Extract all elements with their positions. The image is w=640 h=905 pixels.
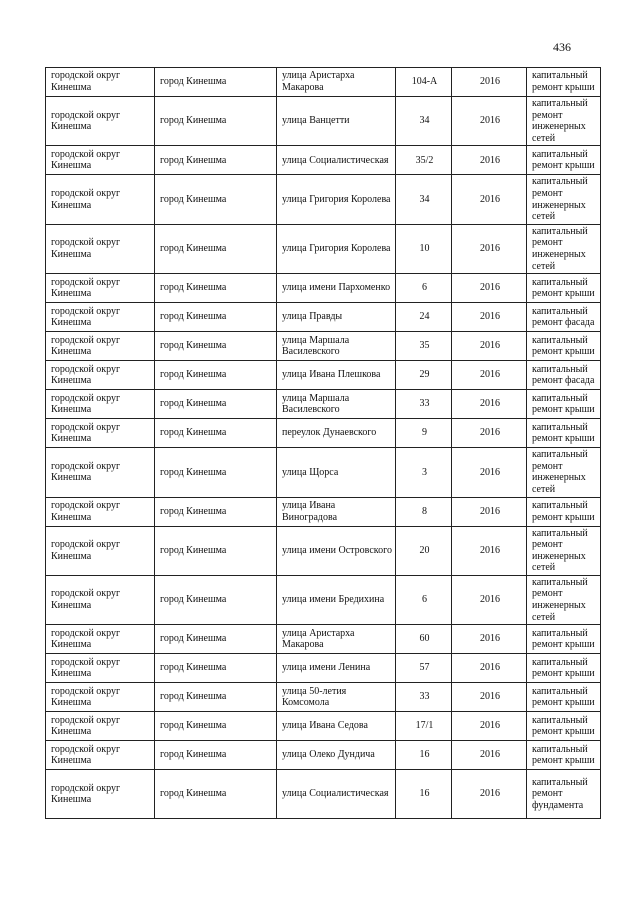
work-type-cell: капитальный ремонт крыши — [527, 274, 601, 303]
street-cell: улица Ивана Седова — [277, 712, 396, 741]
table-row — [46, 526, 601, 575]
street-cell: улица имени Пархоменко — [277, 274, 396, 303]
house-number-cell: 6 — [396, 575, 452, 624]
street-cell: улица Правды — [277, 303, 396, 332]
table-row — [46, 332, 601, 361]
work-type-cell: капитальный ремонт крыши — [527, 68, 601, 97]
repair-registry-table — [45, 67, 601, 819]
house-number-cell: 57 — [396, 654, 452, 683]
year-cell: 2016 — [452, 175, 527, 224]
district-cell: городской округ Кинешма — [46, 497, 155, 526]
locality-cell: город Кинешма — [155, 303, 277, 332]
house-number-cell: 29 — [396, 361, 452, 390]
street-cell: улица Григория Королева — [277, 224, 396, 273]
house-number-cell: 9 — [396, 419, 452, 448]
year-cell: 2016 — [452, 526, 527, 575]
locality-cell: город Кинешма — [155, 68, 277, 97]
work-type-cell: капитальный ремонт фасада — [527, 303, 601, 332]
district-cell: городской округ Кинешма — [46, 625, 155, 654]
table-row — [46, 654, 601, 683]
street-cell: улица имени Островского — [277, 526, 396, 575]
street-cell: улица Аристарха Макарова — [277, 68, 396, 97]
year-cell: 2016 — [452, 741, 527, 770]
work-type-cell: капитальный ремонт инженерных сетей — [527, 448, 601, 497]
district-cell: городской округ Кинешма — [46, 332, 155, 361]
work-type-cell: капитальный ремонт крыши — [527, 712, 601, 741]
work-type-cell: капитальный ремонт инженерных сетей — [527, 224, 601, 273]
locality-cell: город Кинешма — [155, 575, 277, 624]
year-cell: 2016 — [452, 274, 527, 303]
street-cell: улица Ивана Виноградова — [277, 497, 396, 526]
district-cell: городской округ Кинешма — [46, 303, 155, 332]
work-type-cell: капитальный ремонт фасада — [527, 361, 601, 390]
table-row — [46, 97, 601, 146]
work-type-cell: капитальный ремонт крыши — [527, 332, 601, 361]
table-row — [46, 146, 601, 175]
year-cell: 2016 — [452, 497, 527, 526]
house-number-cell: 17/1 — [396, 712, 452, 741]
street-cell: переулок Дунаевского — [277, 419, 396, 448]
year-cell: 2016 — [452, 97, 527, 146]
work-type-cell: капитальный ремонт крыши — [527, 419, 601, 448]
district-cell: городской округ Кинешма — [46, 224, 155, 273]
table-row — [46, 770, 601, 819]
house-number-cell: 16 — [396, 741, 452, 770]
house-number-cell: 20 — [396, 526, 452, 575]
locality-cell: город Кинешма — [155, 625, 277, 654]
table-row — [46, 712, 601, 741]
year-cell: 2016 — [452, 770, 527, 819]
work-type-cell: капитальный ремонт крыши — [527, 741, 601, 770]
locality-cell: город Кинешма — [155, 146, 277, 175]
table-row — [46, 68, 601, 97]
work-type-cell: капитальный ремонт инженерных сетей — [527, 575, 601, 624]
street-cell: улица Социалистическая — [277, 146, 396, 175]
locality-cell: город Кинешма — [155, 654, 277, 683]
year-cell: 2016 — [452, 712, 527, 741]
locality-cell: город Кинешма — [155, 175, 277, 224]
district-cell: городской округ Кинешма — [46, 146, 155, 175]
district-cell: городской округ Кинешма — [46, 68, 155, 97]
year-cell: 2016 — [452, 303, 527, 332]
street-cell: улица Олеко Дундича — [277, 741, 396, 770]
house-number-cell: 104-А — [396, 68, 452, 97]
locality-cell: город Кинешма — [155, 683, 277, 712]
year-cell: 2016 — [452, 448, 527, 497]
house-number-cell: 6 — [396, 274, 452, 303]
year-cell: 2016 — [452, 683, 527, 712]
year-cell: 2016 — [452, 654, 527, 683]
street-cell: улица Аристарха Макарова — [277, 625, 396, 654]
house-number-cell: 10 — [396, 224, 452, 273]
street-cell: улица Григория Королева — [277, 175, 396, 224]
house-number-cell: 35/2 — [396, 146, 452, 175]
table-row — [46, 175, 601, 224]
street-cell: улица 50-летия Комсомола — [277, 683, 396, 712]
work-type-cell: капитальный ремонт инженерных сетей — [527, 526, 601, 575]
house-number-cell: 8 — [396, 497, 452, 526]
year-cell: 2016 — [452, 332, 527, 361]
page-number: 436 — [553, 40, 571, 54]
house-number-cell: 3 — [396, 448, 452, 497]
table-row — [46, 683, 601, 712]
work-type-cell: капитальный ремонт фундамента — [527, 770, 601, 819]
district-cell: городской округ Кинешма — [46, 654, 155, 683]
street-cell: улица имени Ленина — [277, 654, 396, 683]
house-number-cell: 35 — [396, 332, 452, 361]
street-cell: улица Ванцетти — [277, 97, 396, 146]
district-cell: городской округ Кинешма — [46, 175, 155, 224]
table-row — [46, 575, 601, 624]
work-type-cell: капитальный ремонт инженерных сетей — [527, 175, 601, 224]
district-cell: городской округ Кинешма — [46, 683, 155, 712]
table-row — [46, 741, 601, 770]
work-type-cell: капитальный ремонт крыши — [527, 390, 601, 419]
house-number-cell: 34 — [396, 97, 452, 146]
locality-cell: город Кинешма — [155, 770, 277, 819]
locality-cell: город Кинешма — [155, 526, 277, 575]
locality-cell: город Кинешма — [155, 97, 277, 146]
locality-cell: город Кинешма — [155, 712, 277, 741]
house-number-cell: 34 — [396, 175, 452, 224]
house-number-cell: 16 — [396, 770, 452, 819]
work-type-cell: капитальный ремонт крыши — [527, 683, 601, 712]
work-type-cell: капитальный ремонт крыши — [527, 497, 601, 526]
locality-cell: город Кинешма — [155, 448, 277, 497]
street-cell: улица имени Бредихина — [277, 575, 396, 624]
district-cell: городской округ Кинешма — [46, 419, 155, 448]
year-cell: 2016 — [452, 575, 527, 624]
locality-cell: город Кинешма — [155, 419, 277, 448]
table-row — [46, 419, 601, 448]
year-cell: 2016 — [452, 224, 527, 273]
locality-cell: город Кинешма — [155, 274, 277, 303]
locality-cell: город Кинешма — [155, 497, 277, 526]
year-cell: 2016 — [452, 361, 527, 390]
locality-cell: город Кинешма — [155, 332, 277, 361]
house-number-cell: 24 — [396, 303, 452, 332]
table-row — [46, 625, 601, 654]
year-cell: 2016 — [452, 390, 527, 419]
district-cell: городской округ Кинешма — [46, 448, 155, 497]
work-type-cell: капитальный ремонт инженерных сетей — [527, 97, 601, 146]
district-cell: городской округ Кинешма — [46, 274, 155, 303]
street-cell: улица Ивана Плешкова — [277, 361, 396, 390]
district-cell: городской округ Кинешма — [46, 97, 155, 146]
table-row — [46, 274, 601, 303]
district-cell: городской округ Кинешма — [46, 712, 155, 741]
table-row — [46, 390, 601, 419]
locality-cell: город Кинешма — [155, 741, 277, 770]
locality-cell: город Кинешма — [155, 390, 277, 419]
year-cell: 2016 — [452, 68, 527, 97]
street-cell: улица Социалистическая — [277, 770, 396, 819]
street-cell: улица Маршала Василевского — [277, 390, 396, 419]
table-row — [46, 224, 601, 273]
table-row — [46, 448, 601, 497]
table-row — [46, 497, 601, 526]
locality-cell: город Кинешма — [155, 361, 277, 390]
work-type-cell: капитальный ремонт крыши — [527, 146, 601, 175]
locality-cell: город Кинешма — [155, 224, 277, 273]
registry-table-body — [46, 68, 601, 819]
year-cell: 2016 — [452, 625, 527, 654]
district-cell: городской округ Кинешма — [46, 526, 155, 575]
work-type-cell: капитальный ремонт крыши — [527, 654, 601, 683]
district-cell: городской округ Кинешма — [46, 741, 155, 770]
year-cell: 2016 — [452, 419, 527, 448]
street-cell: улица Щорса — [277, 448, 396, 497]
district-cell: городской округ Кинешма — [46, 390, 155, 419]
house-number-cell: 60 — [396, 625, 452, 654]
house-number-cell: 33 — [396, 683, 452, 712]
year-cell: 2016 — [452, 146, 527, 175]
table-row — [46, 303, 601, 332]
house-number-cell: 33 — [396, 390, 452, 419]
district-cell: городской округ Кинешма — [46, 575, 155, 624]
district-cell: городской округ Кинешма — [46, 770, 155, 819]
district-cell: городской округ Кинешма — [46, 361, 155, 390]
table-row — [46, 361, 601, 390]
work-type-cell: капитальный ремонт крыши — [527, 625, 601, 654]
street-cell: улица Маршала Василевского — [277, 332, 396, 361]
